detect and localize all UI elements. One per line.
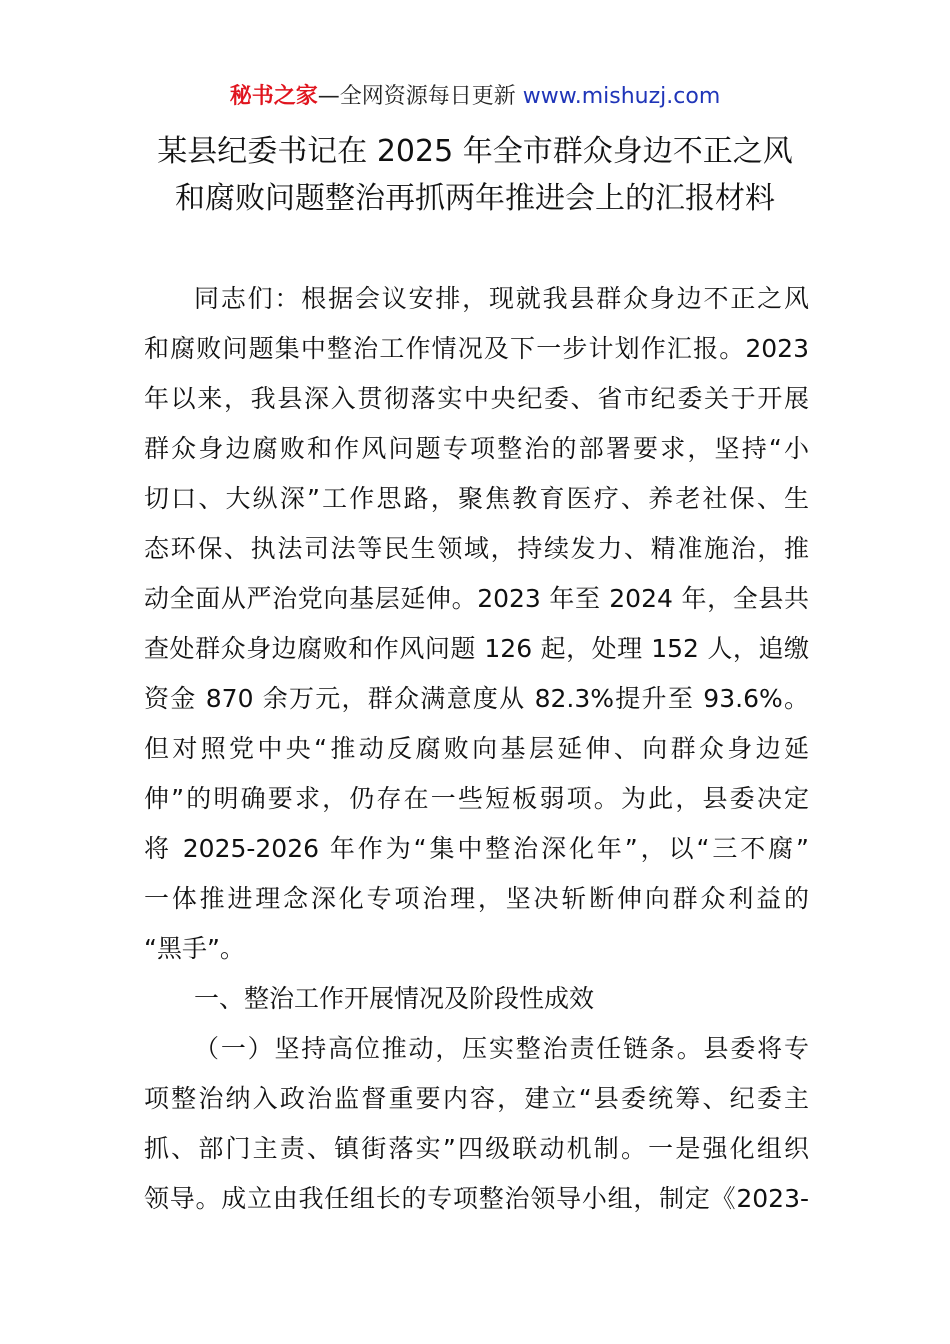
text-line: 一体推进理念深化专项治理，坚决斩断伸向群众利益的 [144,884,809,913]
text-line: 但对照党中央“推动反腐败向基层延伸、向群众身边延 [144,734,809,763]
text-line: 同志们：根据会议安排，现就我县群众身边不正之风 [194,284,809,313]
paragraph-intro [144,274,809,974]
site-banner [0,82,950,112]
text-line: 动全面从严治党向基层延伸。2023 年至 2024 年，全县共 [144,584,809,613]
text-line: “黑手”。 [144,934,245,963]
text-line: 领导。成立由我任组长的专项整治领导小组，制定《2023- [144,1184,809,1213]
brand-name: 秘书之家 [229,84,318,109]
text-line: 和腐败问题集中整治工作情况及下一步计划作汇报。2023 [144,334,809,363]
title-line-1: 某县纪委书记在 2025 年全市群众身边不正之风 [157,134,793,169]
title-line-2: 和腐败问题整治再抓两年推进会上的汇报材料 [175,181,775,216]
site-url-link[interactable]: www.mishuzj.com [522,84,721,109]
text-line: 年以来，我县深入贯彻落实中央纪委、省市纪委关于开展 [144,384,809,413]
section-heading-text: 一、整治工作开展情况及阶段性成效 [194,984,595,1013]
text-line: 态环保、执法司法等民生领域，持续发力、精准施治，推 [144,534,809,563]
text-line: 抓、部门主责、镇街落实”四级联动机制。一是强化组织 [144,1134,809,1163]
text-line: 资金 870 余万元，群众满意度从 82.3%提升至 93.6%。 [144,684,809,713]
text-line: （一）坚持高位推动，压实整治责任链条。县委将专 [194,1034,809,1063]
paragraph-subsection-1 [144,1024,809,1224]
section-heading-1 [144,974,809,1024]
text-line: 项整治纳入政治监督重要内容，建立“县委统筹、纪委主 [144,1084,809,1113]
text-line: 伸”的明确要求，仍存在一些短板弱项。为此，县委决定 [144,784,809,813]
text-line: 群众身边腐败和作风问题专项整治的部署要求，坚持“小 [144,434,809,463]
text-line: 切口、大纵深”工作思路，聚焦教育医疗、养老社保、生 [144,484,809,513]
text-line: 查处群众身边腐败和作风问题 126 起，处理 152 人，追缴 [144,634,809,663]
document-body [144,274,809,1224]
text-line: 将 2025-2026 年作为“集中整治深化年”，以“三不腐” [144,834,809,863]
banner-slogan: —全网资源每日更新 [317,84,523,109]
document-title [0,128,950,222]
